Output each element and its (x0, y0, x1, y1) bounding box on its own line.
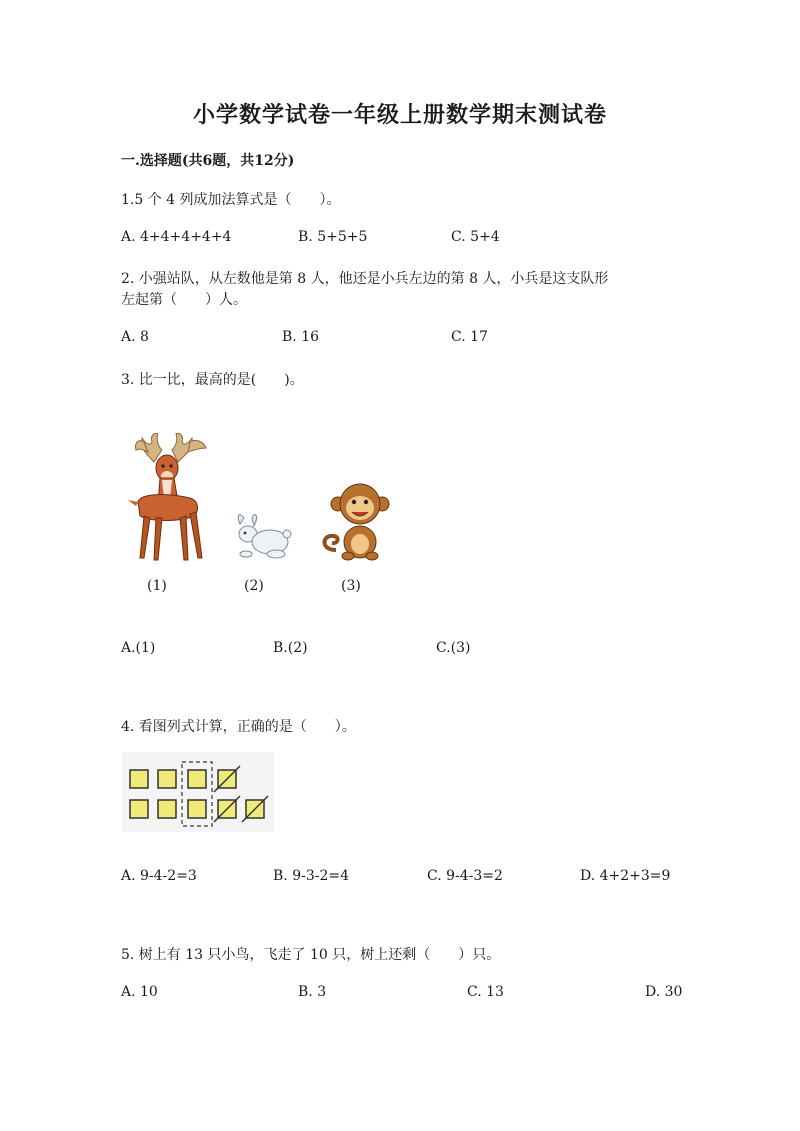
question-1-stem: 1.5 个 4 列成加法算式是（ ）。 (121, 192, 341, 208)
question-2-stem-line-1: 2. 小强站队，从左数他是第 8 人，他还是小兵左边的第 8 人，小兵是这支队形 (121, 271, 609, 287)
rabbit-illustration (230, 512, 292, 562)
squares-figure (122, 752, 274, 832)
question-4-option-c: C. 9-4-3=2 (427, 868, 503, 884)
question-3-caption-1: (1) (147, 578, 167, 594)
question-1-option-a: A. 4+4+4+4+4 (121, 229, 232, 245)
question-2-option-c: C. 17 (451, 329, 488, 345)
question-3-caption-2: (2) (244, 578, 264, 594)
section-heading: 一.选择题(共6题，共12分) (121, 153, 295, 169)
question-3-option-c: C.(3) (436, 640, 471, 656)
deer-illustration (124, 428, 216, 566)
question-5-option-c: C. 13 (467, 984, 504, 1000)
question-5-option-a: A. 10 (121, 984, 158, 1000)
question-1-option-c: C. 5+4 (451, 229, 500, 245)
question-5-stem: 5. 树上有 13 只小鸟，飞走了 10 只，树上还剩（ ）只。 (121, 947, 501, 963)
question-2-option-b: B. 16 (282, 329, 320, 345)
question-3-stem: 3. 比一比，最高的是( )。 (121, 372, 304, 388)
question-1-option-b: B. 5+5+5 (298, 229, 368, 245)
question-4-stem: 4. 看图列式计算，正确的是（ ）。 (121, 719, 356, 735)
question-4-option-a: A. 9-4-2=3 (121, 868, 197, 884)
question-3-option-b: B.(2) (273, 640, 308, 656)
page-title: 小学数学试卷一年级上册数学期末测试卷 (192, 102, 607, 128)
monkey-illustration (320, 480, 392, 562)
question-3-caption-3: (3) (341, 578, 361, 594)
question-4-option-b: B. 9-3-2=4 (273, 868, 350, 884)
question-5-option-b: B. 3 (298, 984, 327, 1000)
question-2-option-a: A. 8 (121, 329, 149, 345)
question-3-option-a: A.(1) (121, 640, 156, 656)
question-4-option-d: D. 4+2+3=9 (580, 868, 671, 884)
question-5-option-d: D. 30 (645, 984, 683, 1000)
question-2-stem-line-2: 左起第（ ）人。 (121, 292, 247, 308)
